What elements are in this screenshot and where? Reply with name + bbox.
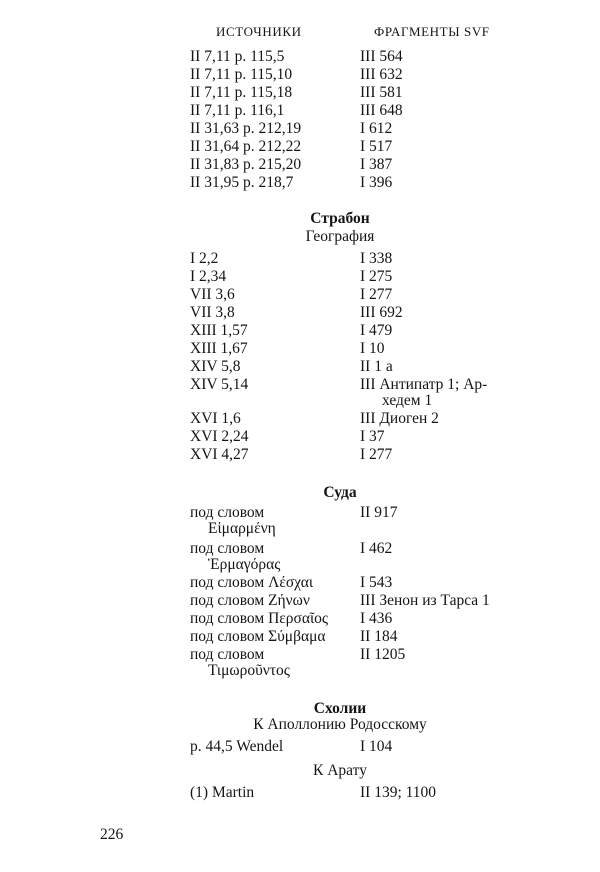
fragment-cell: II 139; 1100 [360,784,437,801]
source-cell: I 2,2 [190,250,219,267]
section-work-geography: География [305,228,375,245]
header-fragments: ФРАГМЕНТЫ SVF [374,24,490,39]
fragment-cell: II 184 [360,628,398,645]
source-cell: II 31,95 p. 218,7 [190,174,294,191]
fragment-cell: I 462 [360,540,393,557]
fragment-cell: I 10 [360,340,385,357]
header-sources: ИСТОЧНИКИ [216,24,302,39]
source-cell: II 31,83 p. 215,20 [190,156,302,173]
source-cell: под словом [190,540,265,557]
page-number: 226 [100,826,124,843]
fragment-cell: I 104 [360,738,393,755]
source-cell: XVI 4,27 [190,446,249,463]
section-author-strabo: Страбон [310,210,370,227]
table-row [190,410,520,428]
fragment-cell: III 632 [360,66,403,83]
table-row [190,138,520,156]
section-work-apollonius: К Аполлонию Родосскому [253,716,427,733]
source-cell: XIII 1,57 [190,322,248,339]
source-cell: под словом [190,646,265,663]
fragment-cell: I 387 [360,156,393,173]
table-row [190,66,520,84]
source-cell: под словом Περσαῖος [190,610,329,627]
table-row [190,340,520,358]
fragment-cell: I 338 [360,250,393,267]
table-row [190,286,520,304]
source-cell: XIV 5,14 [190,376,249,393]
source-cell-continuation: Εἱμαρμένη [208,520,276,537]
table-row [190,628,520,646]
table-row [190,174,520,192]
source-cell: XIII 1,67 [190,340,248,357]
source-cell-continuation: Ἑρμαγόρας [208,556,281,573]
source-cell: II 7,11 p. 115,18 [190,84,293,101]
source-cell: под словом [190,504,265,521]
table-row [190,376,520,394]
table-row [190,446,520,464]
source-cell: XIV 5,8 [190,358,241,375]
column-headers [190,24,520,44]
fragment-cell: III Зенон из Тарса 1 [360,592,490,609]
fragment-cell: I 612 [360,120,393,137]
table-row [190,84,520,102]
section-work-aratus: К Арату [313,762,367,779]
source-cell: VII 3,8 [190,304,235,321]
fragment-cell: III 692 [360,304,403,321]
table-row [190,428,520,446]
fragment-cell: III Антипатр 1; Ар- [360,376,488,393]
source-cell: II 7,11 p. 115,10 [190,66,293,83]
source-cell-continuation: Τιμωροῦντος [208,662,290,679]
fragment-cell: I 543 [360,574,393,591]
source-cell: II 31,63 p. 212,19 [190,120,302,137]
fragment-cell-continuation: хедем 1 [382,392,433,409]
table-row [190,322,520,340]
source-cell: XVI 1,6 [190,410,241,427]
source-cell: II 31,64 p. 212,22 [190,138,302,155]
table-row [190,250,520,268]
source-cell: XVI 2,24 [190,428,249,445]
fragment-cell: I 396 [360,174,393,191]
fragment-cell: III Диоген 2 [360,410,439,427]
table-row [190,268,520,286]
fragment-cell: II 1205 [360,646,406,663]
table-row [190,358,520,376]
source-cell: VII 3,6 [190,286,235,303]
table-row [190,784,520,802]
section-author-suda: Суда [323,484,357,501]
table-row [190,120,520,138]
table-row [190,610,520,628]
fragment-cell: II 917 [360,504,398,521]
source-cell: под словом Σύμβαμα [190,628,326,645]
fragment-cell: II 1 a [360,358,393,375]
table-row [190,592,520,610]
source-cell: II 7,11 p. 115,5 [190,48,285,65]
table-row [190,304,520,322]
source-cell: (1) Martin [190,784,255,801]
source-cell: p. 44,5 Wendel [190,738,284,755]
table-row [190,156,520,174]
fragment-cell: I 436 [360,610,393,627]
fragment-cell: I 277 [360,286,393,303]
table-row [190,738,520,756]
fragment-cell: I 517 [360,138,393,155]
fragment-cell: I 479 [360,322,393,339]
fragment-cell: III 648 [360,102,403,119]
source-cell: II 7,11 p. 116,1 [190,102,285,119]
table-row [190,48,520,66]
fragment-cell: I 37 [360,428,385,445]
fragment-cell: I 277 [360,446,393,463]
source-cell: под словом Ζήνων [190,592,310,609]
table-row [190,102,520,120]
fragment-cell: III 581 [360,84,403,101]
section-author-scholia: Схолии [313,700,367,717]
fragment-cell: III 564 [360,48,403,65]
table-row [190,574,520,592]
source-cell: I 2,34 [190,268,227,285]
fragment-cell: I 275 [360,268,393,285]
source-cell: под словом Λέσχαι [190,574,314,591]
